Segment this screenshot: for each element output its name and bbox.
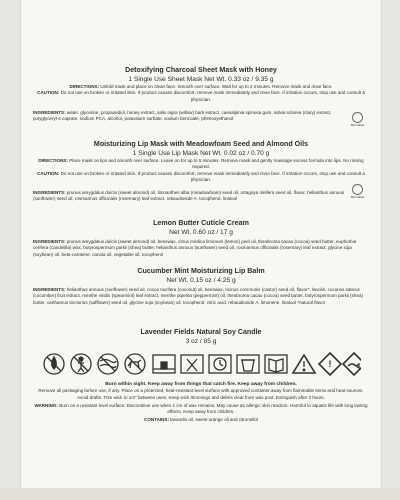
- directions-text: DIRECTIONS: Unfold mask and place on clean face. Smooth over surface. Wait for up to 2 minutes. Remove mask and rinse face.: [69, 84, 333, 89]
- instructions-text: Remove all packaging before use, if any. Place on a protected, heat-resistant level surface with approved container away from flammable items and heat sources. Avoid drafts. Trim wick to 1/4" between uses. Keep wick trimmings and debris clear from wax pool. Extinguish after 3 hours.: [38, 388, 364, 400]
- skin-allergy-icon: [319, 353, 341, 375]
- product-charcoal-mask: [33, 66, 369, 127]
- directions-text: DIRECTIONS: Place mask on lips and smooth over surface. Leave on for up to 5 minutes. Remove mask and gently massage excess formula into lips. No rinsing required.: [38, 158, 364, 170]
- ingredients-text: INGREDIENTS: water, glycerine, propanediol, honey extract, salix nigra (willow) bark extract, caesalpinia spinosa gum, salvia sclarea (clary) extract, polyglyceryl-4 caprate, sodium PCA, alcohol, potassium sorbate, sodium benzoate, phenoxyethanol: [33, 109, 332, 122]
- product-lip-balm: [33, 267, 369, 306]
- candle-warnings: [33, 382, 369, 424]
- seal-icon: Bioréfleck: [351, 184, 363, 199]
- product-title: Detoxifying Charcoal Sheet Mask with Honey: [125, 66, 277, 74]
- warnings-headline: Burn within sight. Keep away from things that catch fire. Keep away from children.: [105, 382, 297, 387]
- recycle-bin-icon: [237, 355, 259, 373]
- page-footer-strip: [0, 488, 400, 500]
- trim-wick-icon: [181, 355, 203, 373]
- product-cuticle-cream: [33, 219, 369, 258]
- ingredients-text: INGREDIENTS: prunus amygdalus dulcis (sweet almond) oil, limnanthes alba (meadowfoam) seed oil, ortagoya oleifera seed oil, flavor, helianthus annuus (sunflower) seed oil, rosmarinus officinalis (rosemary) leaf extract, rebaudioside A, tocopherol, linalool: [33, 190, 345, 202]
- seal-icon: Bioréfleck: [351, 112, 363, 127]
- product-soy-candle: [33, 328, 369, 346]
- caution-text: CAUTION: Do not use on broken or irritated skin. If product causes discomfort, remove mask immediately and rinse face. If irritation occurs, stop use and consult a physician.: [37, 90, 365, 102]
- label-panel: [20, 0, 382, 488]
- candle-safety-icons: [41, 351, 361, 377]
- product-title: Moisturizing Lip Mask with Meadowfoam Seed and Almond Oils: [93, 140, 309, 148]
- product-lip-mask: [33, 140, 369, 203]
- ingredients-text: INGREDIENTS: helianthus annuus (sunflower) seed oil, cocos nucifera (coconut) oil, beeswax, ricinus communis (castor) seed oil, flavor*, lanolin, cucumis sativus (cucumber) fruit extract, menthe viridis (spearmint) leaf extract, menthe piperita (peppermint) oil, theobroma cacao (cocoa) seed butter, butyrospermum parkii (shea) butter, carthamus tinctorius (safflower) seed oil, glycine soja (soybean) oil, tocopherol, citric acid, rebaudioside A, limonene, linalool *natural flavor: [33, 287, 364, 305]
- keep-away-from-children-icon: [71, 354, 91, 374]
- caution-text: CAUTION: Do not use on broken or irritated skin. If product causes discomfort, remove mask immediately and rinse face. If irritation occurs, stop use and consult a physician.: [37, 170, 365, 182]
- keep-away-from-pets-icon: [125, 354, 145, 374]
- svg-text:!: !: [328, 359, 332, 369]
- no-open-flame-icon: [44, 354, 64, 374]
- no-drafts-icon: [98, 354, 118, 374]
- read-instructions-icon: [265, 355, 287, 373]
- product-size: Net Wt. 0.15 oz / 4.25 g: [166, 277, 236, 284]
- heat-resistant-surface-icon: [153, 355, 175, 373]
- aquatic-hazard-icon: [343, 353, 361, 375]
- product-size: Net Wt. 0.60 oz / 17 g: [169, 229, 233, 236]
- burn-time-icon: [209, 355, 231, 373]
- product-size: 1 Single Use Sheet Mask Net Wt. 0.33 oz / 9.35 g: [128, 76, 274, 83]
- product-title: Cucumber Mint Moisturizing Lip Balm: [137, 267, 265, 275]
- product-title: Lemon Butter Cuticle Cream: [153, 219, 249, 227]
- product-size: 1 Single Use Lip Mask Net Wt. 0.02 oz / 0.70 g: [132, 150, 270, 157]
- warning-text: WARNING: Burn on a resistant level surface. Discontinue use when 1 cm of wax remains. May cause an allergic skin reaction. Harmful to aquatic life with long lasting effects. Keep away from children.: [34, 402, 368, 415]
- product-title: Lavender Fields Natural Soy Candle: [140, 328, 262, 336]
- warning-triangle-icon: [293, 355, 315, 373]
- contains-text: CONTAINS: lavandin oil, sweet orange oil and citronellol: [144, 417, 258, 423]
- ingredients-text: INGREDIENTS: prunus amygdalus dulcis (sweet almond) oil, beeswax, citrus medica limonum (lemon) peel oil, theobroma cacao (cocoa) seed butter, euphorbia cerifera (candelilla) wax, butyrospermum parkii (shea) butter, helianthus annuus (sunflower) seed oil, rosmarinus officinalis (rosemary) leaf extract, glycine soja (soybean) oil, beta-carotene, canola oil, vegetable oil, tocopherol: [33, 239, 357, 257]
- product-size: 3 oz / 85 g: [185, 338, 217, 345]
